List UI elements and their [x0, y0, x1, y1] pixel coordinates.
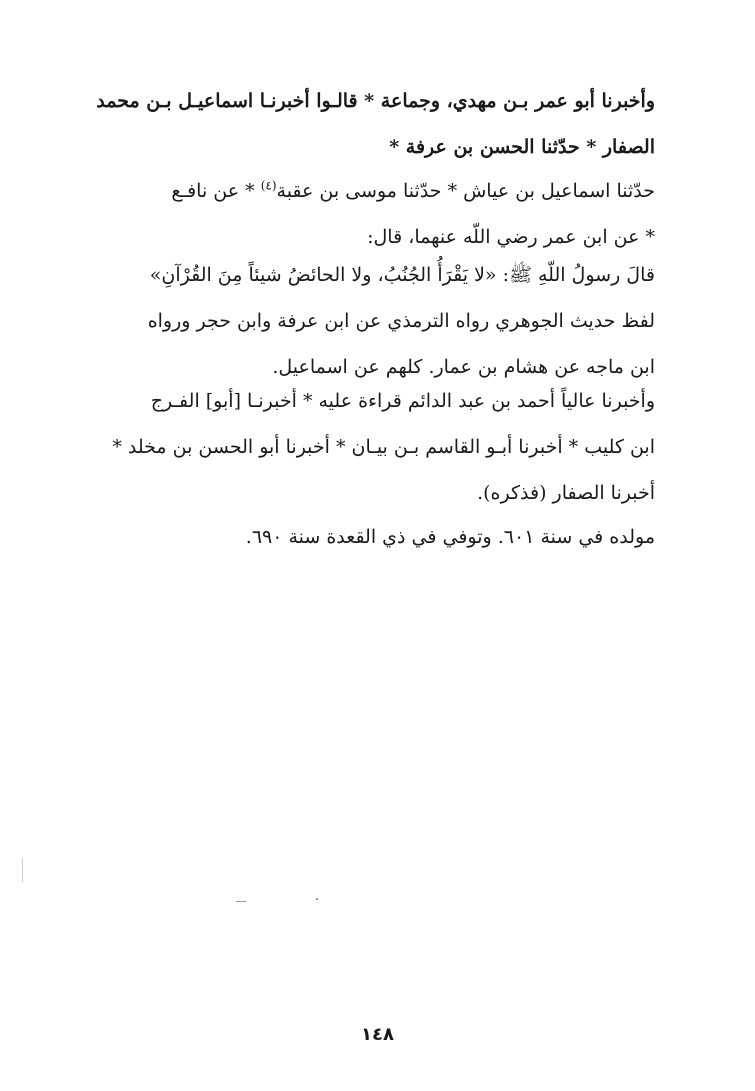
page-number: ١٤٨	[361, 1024, 394, 1045]
scan-speck	[22, 858, 23, 882]
text-line: مولده في سنة ٦٠١. وتوفي في ذي القعدة سنة ٦٩٠.	[245, 526, 655, 548]
paragraph-isnad-2	[95, 168, 655, 260]
paragraph-isnad-1	[95, 78, 655, 170]
paragraph-isnad-3	[95, 378, 655, 516]
text-segment: حدّثنا اسماعيل بن عياش * حدّثنا موسى بن عقبة	[276, 180, 655, 202]
text-line	[95, 168, 655, 214]
paragraph-hadith-text	[95, 252, 655, 298]
paragraph-biography	[95, 514, 655, 560]
text-segment: * عن نافـع	[171, 180, 261, 202]
text-line: قالَ رسولُ اللّهِ ﷺ: «لا يَقْرَأُ الجُنُبُ، ولا الحائضُ شيئاً مِنَ القُرْآنِ»	[149, 264, 655, 286]
text-line: وأخبرنا أبو عمر بـن مهدي، وجماعة * قالـوا أخبرنـا اسماعيـل بـن محمد	[96, 90, 655, 112]
scan-speck	[316, 898, 318, 900]
scan-speck	[236, 901, 246, 902]
footnote-marker: (٤)	[260, 178, 277, 193]
text-line: ابن كليب * أخبرنا أبـو القاسم بـن بيـان * أخبرنا أبو الحسن بن مخلد *	[112, 436, 655, 458]
text-line: وأخبرنا عالياً أحمد بن عبد الدائم قراءة عليه * أخبرنـا [أبو] الفـرج	[150, 390, 655, 412]
text-line: أخبرنا الصفار (فذكره).	[477, 482, 655, 504]
text-line: الصفار * حدّثنا الحسن بن عرفة *	[389, 136, 655, 158]
paragraph-commentary	[95, 298, 655, 390]
text-line: لفظ حديث الجوهري رواه الترمذي عن ابن عرفة وابن حجر ورواه	[147, 310, 655, 332]
text-line: * عن ابن عمر رضي اللّه عنهما، قال:	[367, 226, 655, 248]
text-line: ابن ماجه عن هشام بن عمار. كلهم عن اسماعيل.	[272, 356, 655, 378]
